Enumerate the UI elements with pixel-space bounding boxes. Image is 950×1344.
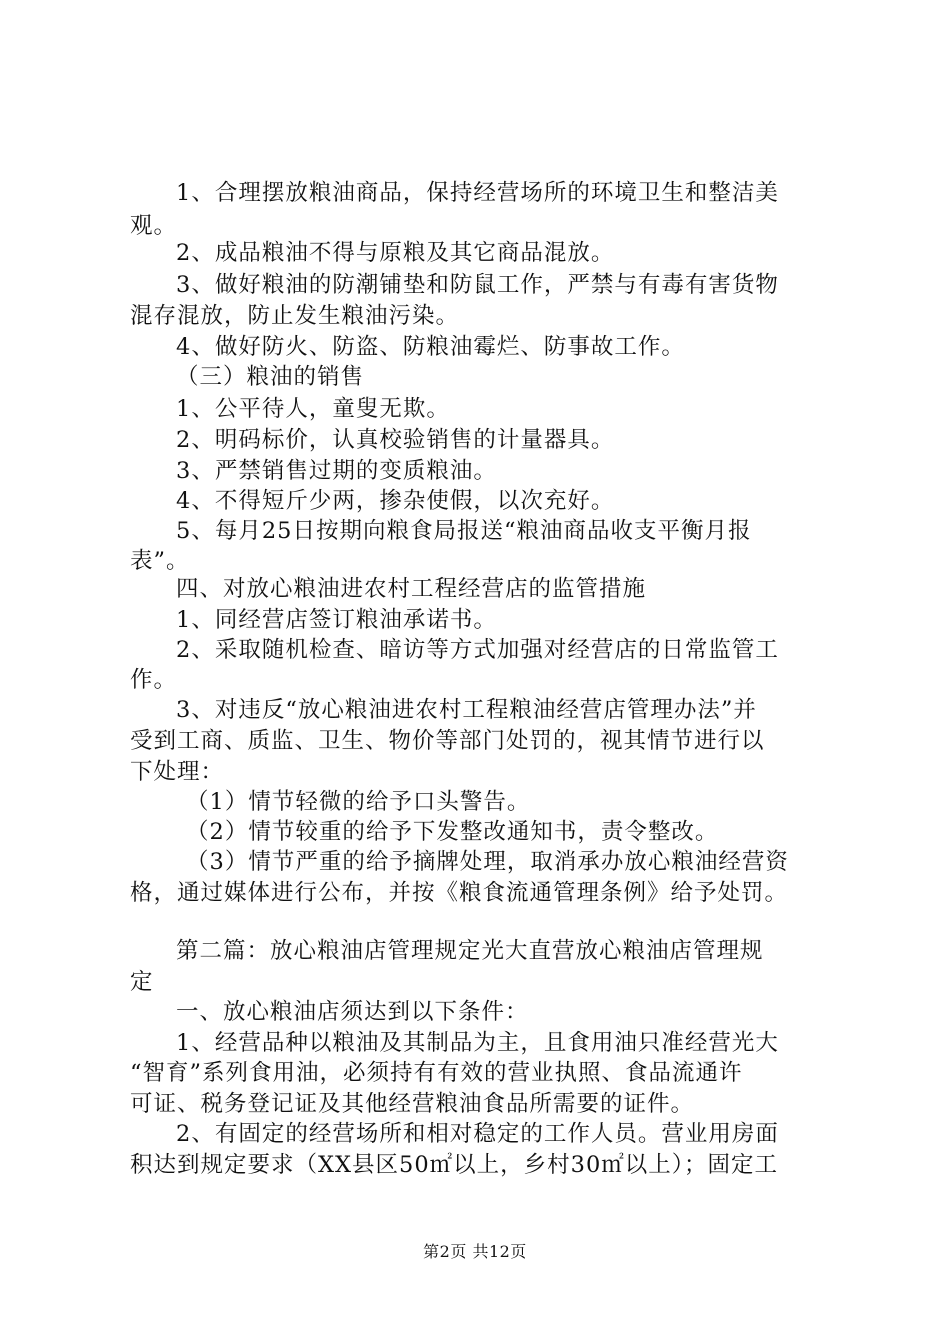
text-line: 混存混放，防止发生粮油污染。 [130, 303, 460, 329]
text-line: 作。 [130, 667, 178, 693]
text-line: （2）情节较重的给予下发整改通知书，责令整改。 [186, 819, 719, 845]
text-line: “智育”系列食用油，必须持有有效的营业执照、食品流通许 [130, 1060, 743, 1086]
text-line: 5、每月25日按期向粮食局报送“粮油商品收支平衡月报 [176, 518, 752, 544]
text-line: 3、做好粮油的防潮铺垫和防鼠工作，严禁与有毒有害货物 [176, 272, 779, 298]
text-line: 2、采取随机检查、暗访等方式加强对经营店的日常监管工 [176, 637, 779, 663]
section-heading: （三）粮油的销售 [176, 364, 365, 390]
text-line: 2、成品粮油不得与原粮及其它商品混放。 [176, 240, 615, 266]
text-line: 2、有固定的经营场所和相对稳定的工作人员。营业用房面 [176, 1121, 779, 1147]
text-line: 下处理： [130, 759, 225, 785]
text-line: 1、经营品种以粮油及其制品为主，且食用油只准经营光大 [176, 1030, 779, 1056]
section-heading: 一、放心粮油店须达到以下条件： [176, 999, 529, 1025]
text-line: 格，通过媒体进行公布，并按《粮食流通管理条例》给予处罚。 [130, 880, 789, 906]
text-line: 4、做好防火、防盗、防粮油霉烂、防事故工作。 [176, 334, 685, 360]
text-line: 3、对违反“放心粮油进农村工程粮油经营店管理办法”并 [176, 697, 757, 723]
text-line: 1、同经营店签订粮油承诺书。 [176, 607, 497, 633]
text-line: 1、公平待人，童叟无欺。 [176, 396, 450, 422]
text-line: 3、严禁销售过期的变质粮油。 [176, 458, 497, 484]
text-line: 受到工商、质监、卫生、物价等部门处罚的，视其情节进行以 [130, 728, 765, 754]
text-line: 积达到规定要求（XX县区50㎡以上，乡村30㎡以上）；固定工 [130, 1152, 779, 1178]
text-line: （1）情节轻微的给予口头警告。 [186, 789, 531, 815]
chapter-title: 第二篇：放心粮油店管理规定光大直营放心粮油店管理规 [176, 938, 764, 964]
text-line: 4、不得短斤少两，掺杂使假，以次充好。 [176, 488, 615, 514]
text-line: 观。 [130, 213, 178, 239]
text-line: （3）情节严重的给予摘牌处理，取消承办放心粮油经营资 [186, 849, 789, 875]
chapter-title: 定 [130, 969, 154, 995]
section-heading: 四、对放心粮油进农村工程经营店的监管措施 [176, 576, 647, 602]
text-line: 可证、税务登记证及其他经营粮油食品所需要的证件。 [130, 1091, 695, 1117]
text-line: 2、明码标价，认真校验销售的计量器具。 [176, 427, 615, 453]
page-number: 第2页 共12页 [423, 1242, 527, 1261]
text-line: 1、合理摆放粮油商品，保持经营场所的环境卫生和整洁美 [176, 180, 779, 206]
text-line: 表”。 [130, 548, 190, 574]
